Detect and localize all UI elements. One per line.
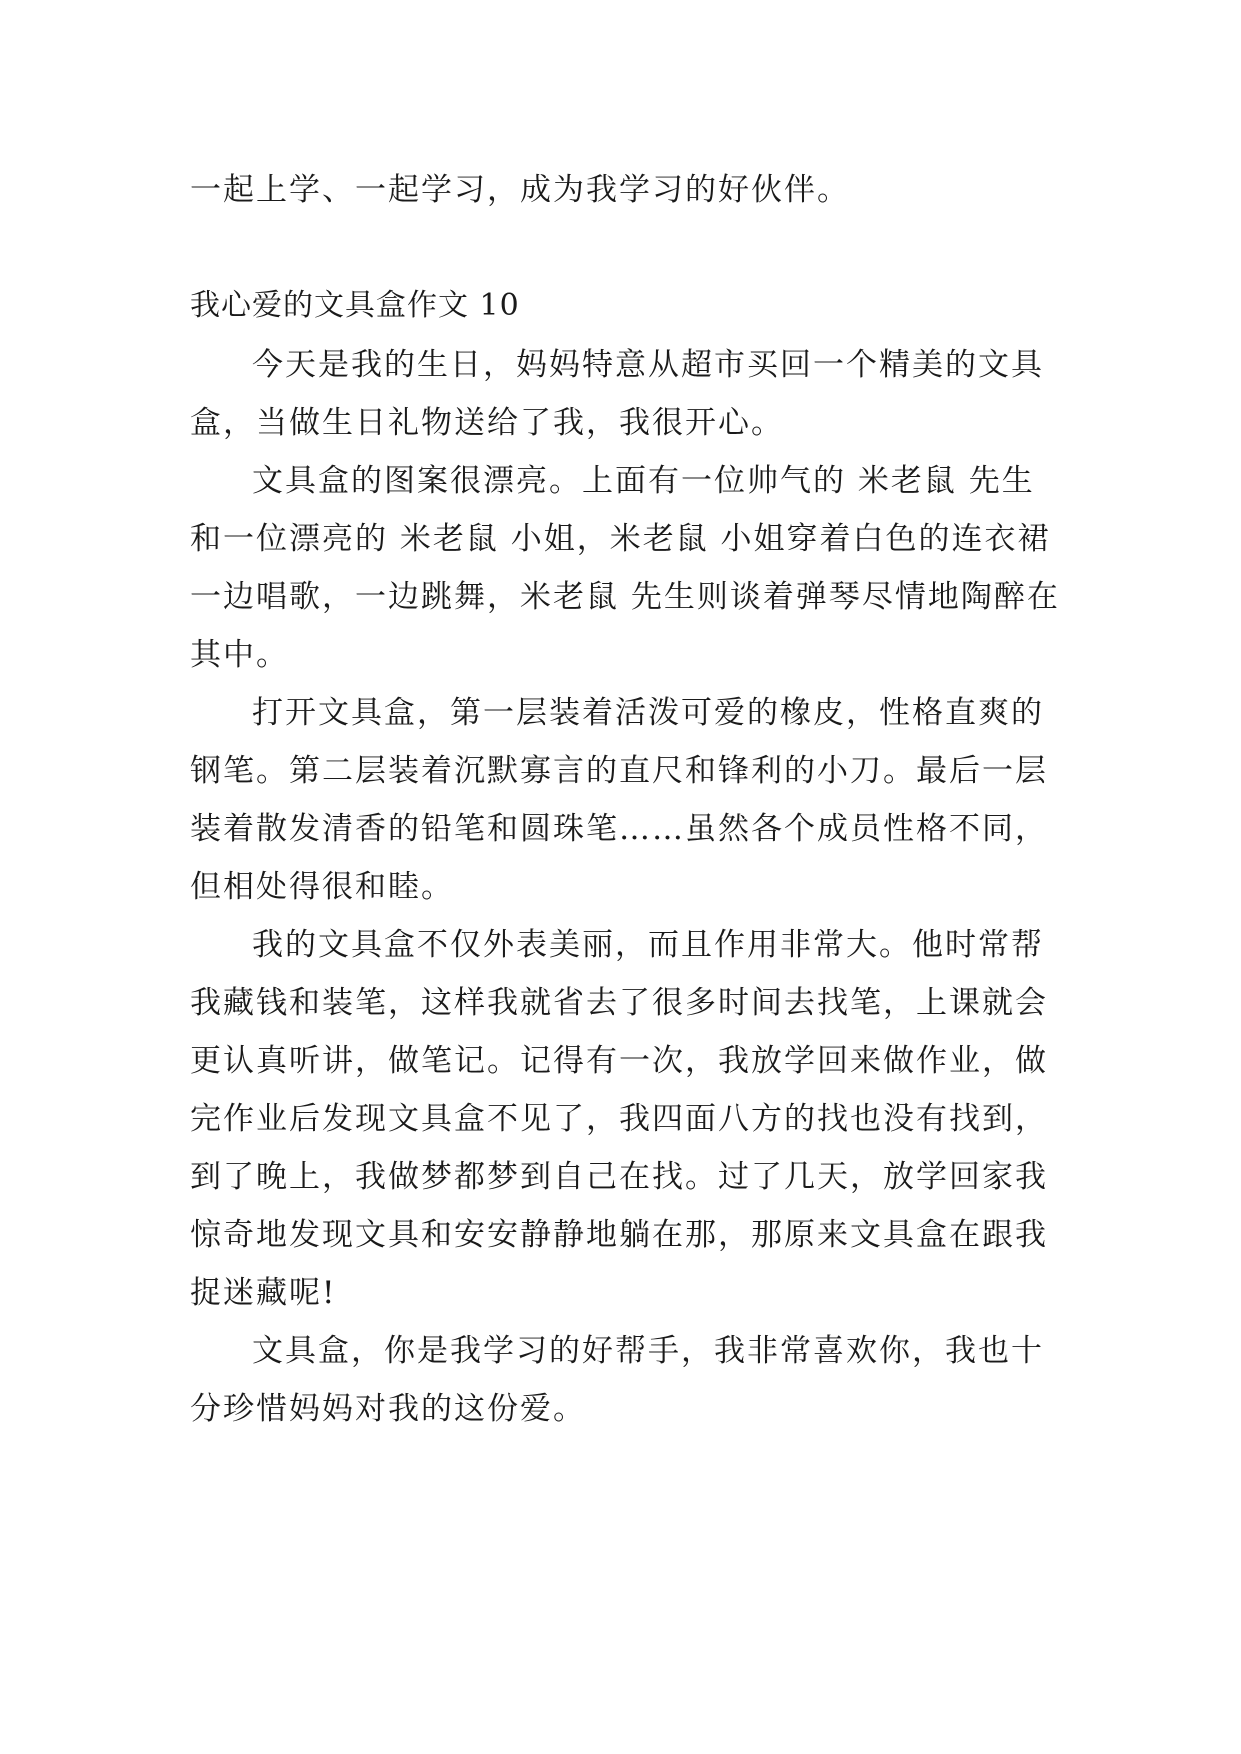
paragraph: 今天是我的生日，妈妈特意从超市买回一个精美的文具盒，当做生日礼物送给了我，我很开心。 — [190, 347, 1044, 441]
paragraph: 文具盒，你是我学习的好帮手，我非常喜欢你，我也十分珍惜妈妈对我的这份爱。 — [190, 1333, 1044, 1427]
paragraph: 我的文具盒不仅外表美丽，而且作用非常大。他时常帮我藏钱和装笔，这样我就省去了很多时间去找笔，上课就会更认真听讲，做笔记。记得有一次，我放学回来做作业，做完作业后发现文具盒不见了，我四面八方的找也没有找到，到了晚上，我做梦都梦到自己在找。过了几天，放学回家我惊奇地发现文具和安安静静地躺在那，那原来文具盒在跟我捉迷藏呢! — [190, 927, 1048, 1311]
paragraph: 打开文具盒，第一层装着活泼可爱的橡皮，性格直爽的钢笔。第二层装着沉默寡言的直尺和锋利的小刀。最后一层装着散发清香的铅笔和圆珠笔……虽然各个成员性格不同，但相处得很和睦。 — [190, 695, 1048, 905]
essay-body — [190, 336, 1060, 1438]
paragraph: 文具盒的图案很漂亮。上面有一位帅气的 米老鼠 先生和一位漂亮的 米老鼠 小姐，米老鼠 小姐穿着白色的连衣裙一边唱歌，一边跳舞，米老鼠 先生则谈着弹琴尽情地陶醉在其中。 — [190, 463, 1060, 673]
essay-title: 我心爱的文具盒作文 10 — [190, 288, 520, 323]
opening-line: 一起上学、一起学习，成为我学习的好伙伴。 — [190, 172, 850, 208]
